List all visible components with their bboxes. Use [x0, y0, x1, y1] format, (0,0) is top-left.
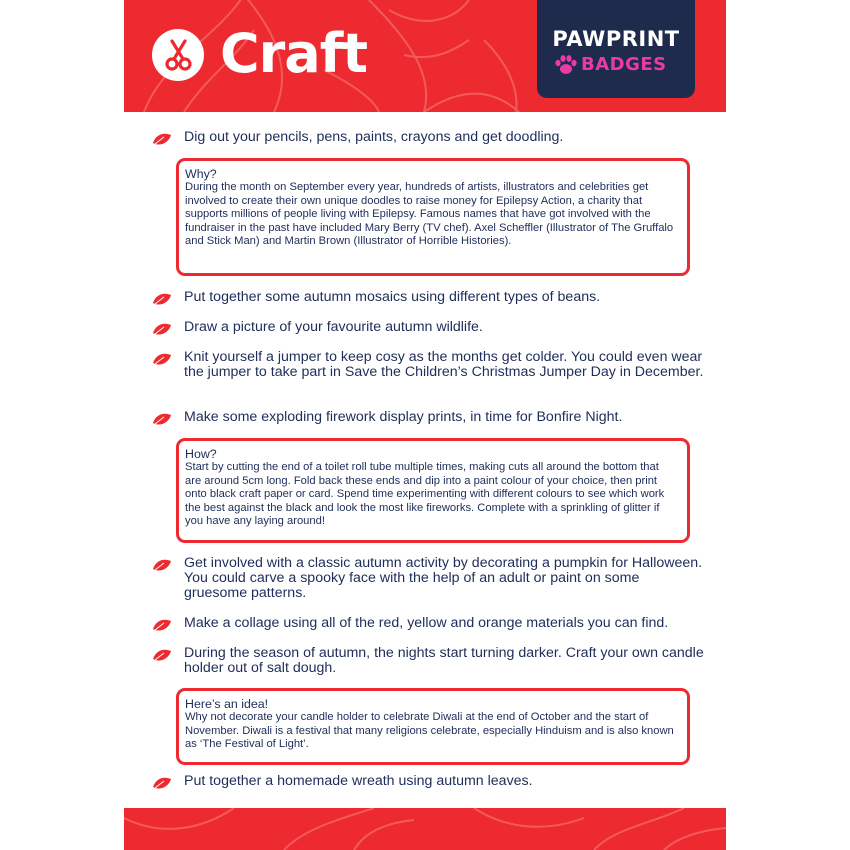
logo-bottom-text: BADGES — [581, 54, 667, 75]
list-item-text: Draw a picture of your favourite autumn wildlife. — [184, 319, 483, 335]
info-box-body: Why not decorate your candle holder to celebrate Diwali at the end of October and the start of November. Diwali is a festival that many religions celebrate, especially Hinduism and is also known as ‘The Festival of Light’. — [185, 711, 674, 751]
info-box-title: How? — [185, 447, 217, 461]
info-box-title: Here’s an idea! — [185, 697, 269, 711]
info-box-body: Start by cutting the end of a toilet roll tube multiple times, making cuts all around the bottom that are around 5cm long. Fold back these ends and dip into a paint colour of your choice, then print onto black craft paper or card. Spend time experimenting with different colours to see which work the best against the black and look the most like fireworks. Complete with a sprinkling of glitter if you have any laying around! — [185, 461, 665, 528]
paw-icon — [554, 54, 578, 76]
leaf-icon — [152, 321, 172, 337]
list-item-text: Dig out your pencils, pens, paints, crayons and get doodling. — [184, 129, 564, 145]
list-item-text: Get involved with a classic autumn activity by decorating a pumpkin for Halloween. You could carve a spooky face with the help of an adult or paint on some gruesome patterns. — [184, 555, 703, 602]
list-item-text: Make some exploding firework display prints, in time for Bonfire Night. — [184, 409, 623, 425]
leaf-icon — [152, 775, 172, 791]
header-banner — [124, 0, 726, 112]
page-title: Craft — [220, 22, 368, 85]
leaf-icon — [152, 351, 172, 367]
list-item-text: Knit yourself a jumper to keep cosy as the months get colder. You could even wear the jumper to take part in Save the Children’s Christmas Jumper Day in December. — [184, 349, 704, 381]
leaf-pattern-decoration — [124, 808, 726, 850]
scissors-icon — [152, 29, 204, 81]
info-box-idea — [176, 688, 690, 765]
leaf-icon — [152, 131, 172, 147]
pawprint-badges-logo — [537, 0, 695, 98]
info-box-title: Why? — [185, 167, 217, 181]
leaf-icon — [152, 291, 172, 307]
leaf-icon — [152, 557, 172, 573]
info-box-body: During the month on September every year, hundreds of artists, illustrators and celebrities get involved to create their own unique doodles to raise money for Epilepsy Action, a charity that supports millions of people living with Epilepsy. Famous names that have got involved with the fundraiser in the past have included Mary Berry (TV chef). Axel Scheffler (Illustrator of The Gruffalo and Stick Man) and Martin Brown (Illustrator of Horrible Histories). — [185, 181, 674, 248]
info-box-why — [176, 158, 690, 276]
list-item-text: During the season of autumn, the nights start turning darker. Craft your own candle holder out of salt dough. — [184, 645, 704, 677]
leaf-icon — [152, 411, 172, 427]
list-item-text: Put together a homemade wreath using autumn leaves. — [184, 773, 533, 789]
list-item-text: Put together some autumn mosaics using different types of beans. — [184, 289, 601, 305]
info-box-how — [176, 438, 690, 543]
logo-top-text: PAWPRINT — [552, 27, 680, 51]
leaf-icon — [152, 617, 172, 633]
list-item-text: Make a collage using all of the red, yellow and orange materials you can find. — [184, 615, 669, 631]
leaf-icon — [152, 647, 172, 663]
worksheet-page — [124, 0, 726, 850]
footer-banner — [124, 808, 726, 850]
